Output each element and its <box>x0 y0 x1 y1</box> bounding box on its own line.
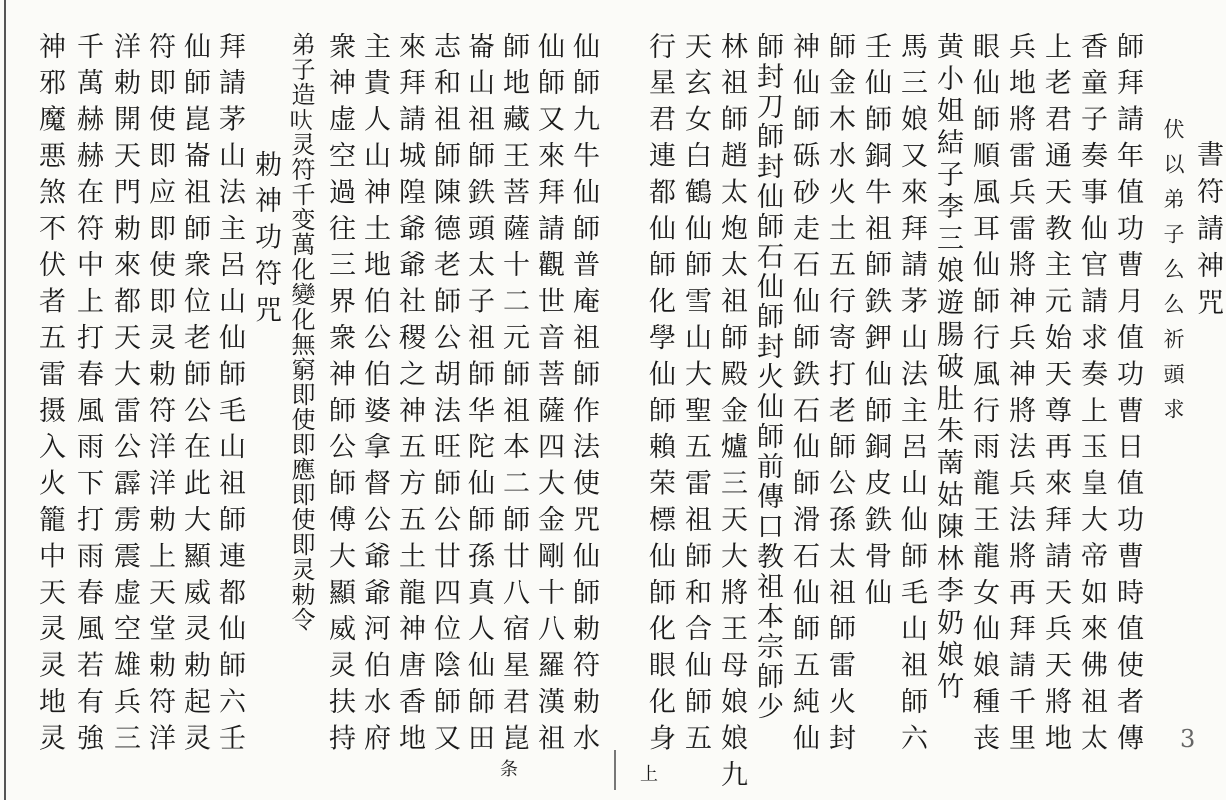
text-column: 師地藏王菩薩十二元師祖本二師廿八宿星君崑 <box>498 32 529 760</box>
text-column: 主貴人山神土地伯公伯婆拿督公爺爺河伯水府 <box>359 32 390 760</box>
text-column: 符即使即应即使即灵勅符洋洋勅上天堂勅符洋 <box>144 32 175 760</box>
text-column: 師封刀師封仙師石仙師封火仙師前傳口教祖本宗師少 <box>752 32 783 722</box>
text-column: 天玄女白鶴仙師雪山大聖五雷祖師和合仙師五 <box>680 32 711 760</box>
text-column: 志和祖師陳德老師公胡法旺師公廿四位陰師又 <box>429 32 460 760</box>
text-column: 洋勅開天門勅來都天大雷公霹雳震虚空雄兵三 <box>109 32 140 760</box>
text-column: 來拜請城隍爺爺社稷之神五方五土龍神唐香地 <box>394 32 425 760</box>
text-column: 上老君通天教主元始天尊再來拜請天兵天將地 <box>1040 32 1071 760</box>
text-column: 仙師又來拜請觀世音菩薩四大金剛十八羅漢祖 <box>533 32 564 760</box>
page-border <box>4 0 6 800</box>
text-column: 千萬赫赫在符中上打春風雨下打雨春風若有強 <box>72 32 103 760</box>
text-column: 眼仙師順風耳仙師行風行雨龍王龍女仙娘種丧 <box>968 32 999 760</box>
text-column: 馬三娘又來拜請茅山法主呂山仙師毛山祖師六 <box>896 32 927 760</box>
text-column: 仙師九牛仙師普庵祖師作法使咒仙師勅符勅水 <box>568 32 599 760</box>
text-column: 香童子奏事仙官請求奏上玉皇大帝如來佛祖太 <box>1076 32 1107 760</box>
text-column: 師拜請年值功曹月值功曹日值功曹時值使者傳 <box>1112 32 1143 760</box>
text-column: 弟子造𠯈灵符千变萬化變化無窮即使即應即使即灵勅令 <box>287 32 315 632</box>
text-column: 林祖師趙太炮太祖師殿金爐三天大將王母娘娘九 <box>716 32 747 797</box>
text-column: 拜請茅山法主呂山仙師毛山祖師連都仙師六壬 <box>214 32 245 760</box>
text-column: 黄小姐結子李三娘遊腸破肚朱萳姑陳林李奶娘竹 <box>932 32 963 704</box>
page-subtitle: 伏以弟子么么祈頭求 <box>1161 118 1185 433</box>
text-column: 仙師崑崙祖師衆位老師公在此大顯威灵勅起灵 <box>179 32 210 760</box>
text-column: 崙山祖師鉄頭太子祖師华陀仙師孫真人仙師田 <box>463 32 494 760</box>
text-column: 勅神功符咒 <box>250 150 281 332</box>
margin-mark: 3 <box>1180 725 1196 753</box>
page-mark: 上 <box>640 764 658 785</box>
gutter-line <box>614 750 616 790</box>
text-column: 衆神虚空過往三界衆神師公師傅大顯威灵扶持 <box>324 32 355 760</box>
page-mark: 条 <box>500 759 518 780</box>
text-column: 兵地將雷兵雷將神兵神將法兵法將再拜請千里 <box>1004 32 1035 760</box>
text-column: 神仙師砾砂走石仙師鉄石仙師滑石仙師五純仙 <box>788 32 819 760</box>
page-title: 書符請神咒 <box>1192 140 1223 325</box>
text-column: 神邪魔悪煞不伏者五雷摄入火籠中天灵灵地灵 <box>34 32 65 760</box>
text-column: 師金木水火土五行寄打老師公孫太祖師雷火封 <box>824 32 855 760</box>
text-column: 行星君連都仙師化學仙師賴荣標仙師化眼化身 <box>644 32 675 760</box>
text-column: 壬仙師銅牛祖師鉄鉀仙師銅皮鉄骨仙 <box>860 32 891 615</box>
